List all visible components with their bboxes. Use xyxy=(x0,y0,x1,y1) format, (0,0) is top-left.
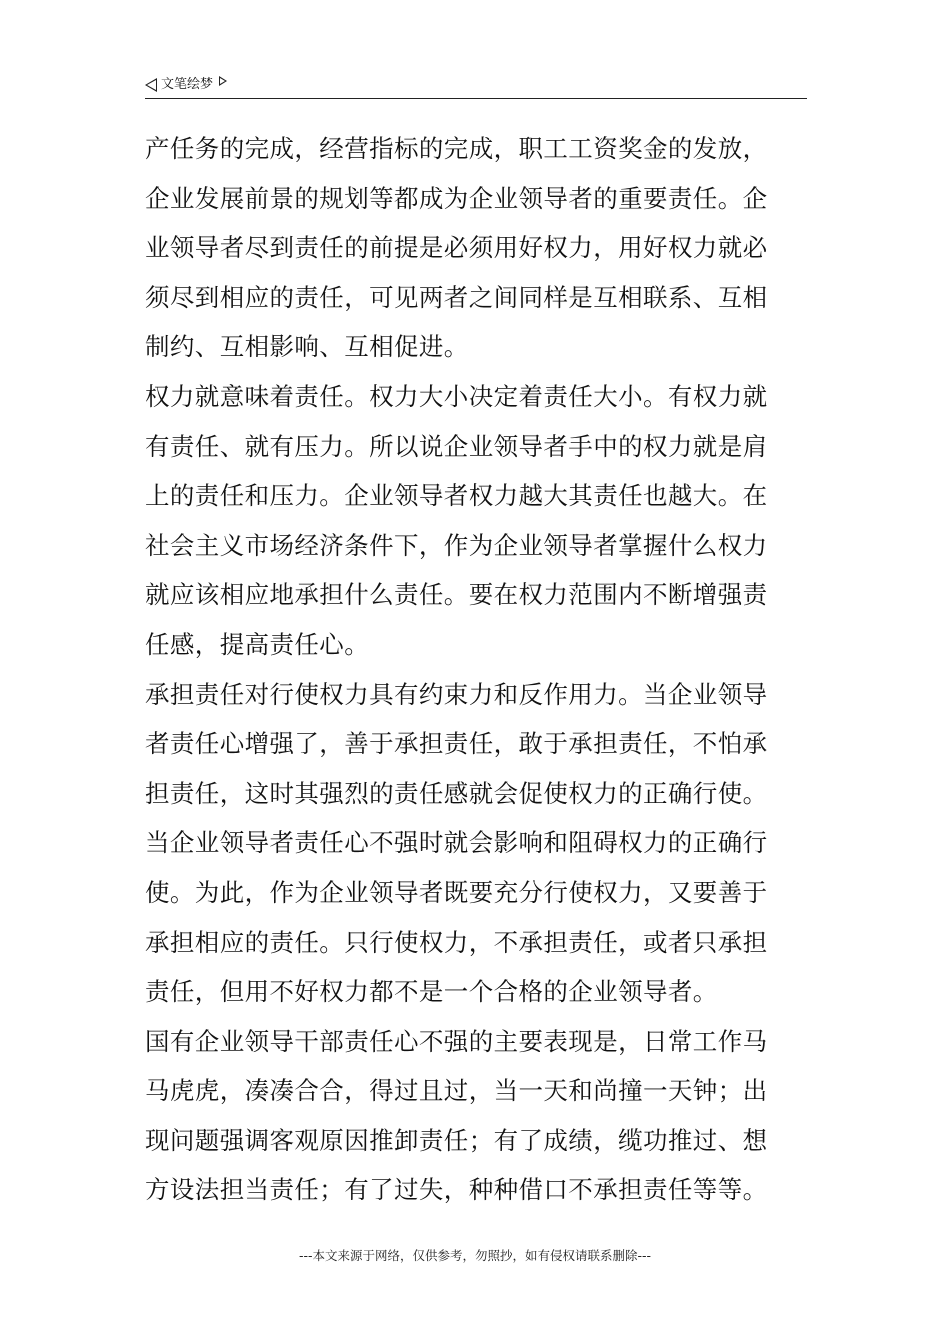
triangle-right-icon xyxy=(219,76,227,86)
paragraph: 产任务的完成，经营指标的完成，职工工资奖金的发放，企业发展前景的规划等都成为企业领导者的重要责任。企业领导者尽到责任的前提是必须用好权力，用好权力就必须尽到相应的责任，可见两者之间同样是互相联系、互相制约、互相影响、互相促进。 xyxy=(145,134,768,362)
footer-notice: ---本文来源于网络，仅供参考，勿照抄，如有侵权请联系删除--- xyxy=(298,1248,652,1263)
triangle-left-icon xyxy=(145,78,157,92)
header-title: 文笔绘梦 xyxy=(161,77,214,92)
page-header xyxy=(145,72,807,99)
paragraph: 权力就意味着责任。权力大小决定着责任大小。有权力就有责任、就有压力。所以说企业领导者手中的权力就是肩上的责任和压力。企业领导者权力越大其责任也越大。在社会主义市场经济条件下，作为企业领导者掌握什么权力就应该相应地承担什么责任。要在权力范围内不断增强责任感，提高责任心。 xyxy=(145,381,768,659)
document-body xyxy=(145,124,785,1215)
paragraph: 国有企业领导干部责任心不强的主要表现是，日常工作马马虎虎，凑凑合合，得过且过，当一天和尚撞一天钟；出现问题强调客观原因推卸责任；有了成绩，缆功推过、想方设法担当责任；有了过失，种种借口不承担责任等等。 xyxy=(145,1026,768,1205)
paragraph: 承担责任对行使权力具有约束力和反作用力。当企业领导者责任心增强了，善于承担责任，敢于承担责任，不怕承担责任，这时其强烈的责任感就会促使权力的正确行使。当企业领导者责任心不强时就会影响和阻碍权力的正确行使。为此，作为企业领导者既要充分行使权力，又要善于承担相应的责任。只行使权力，不承担责任，或者只承担责任，但用不好权力都不是一个合格的企业领导者。 xyxy=(145,679,768,1007)
